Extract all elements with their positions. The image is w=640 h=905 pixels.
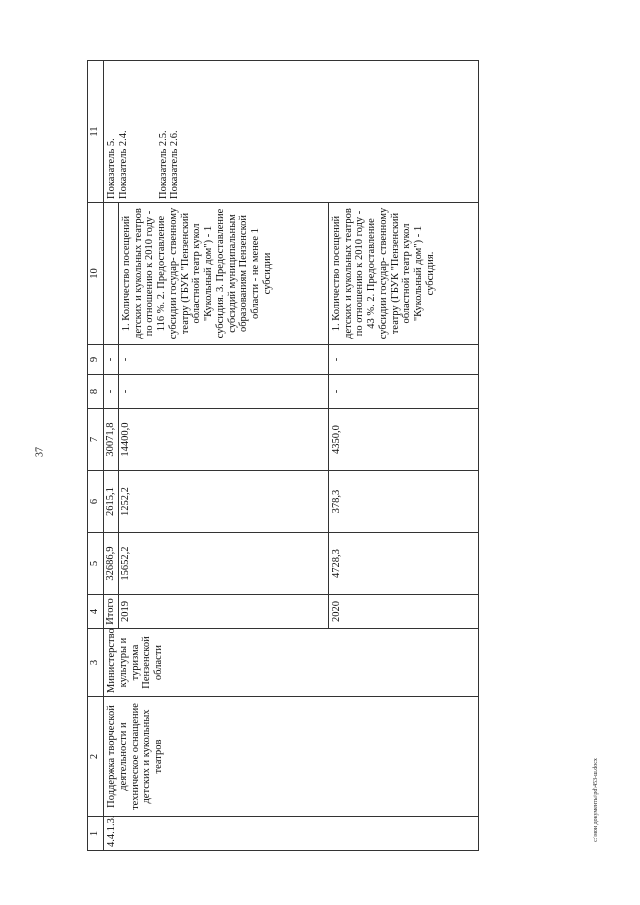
year-2019: 2019	[118, 595, 328, 629]
header-cell-4: 4	[88, 595, 104, 629]
header-cell-9: 9	[88, 345, 104, 375]
header-cell-5: 5	[88, 533, 104, 595]
header-cell-11: 11	[88, 61, 104, 203]
reference-line: Показатель 2.4.	[117, 130, 129, 199]
reference-line: Показатель 2.5.	[157, 130, 169, 199]
reference-line: Показатель 5.	[106, 138, 117, 199]
total-indicator	[104, 203, 119, 345]
2020-col8: -	[328, 375, 478, 409]
2020-col7: 4350,0	[328, 409, 478, 471]
total-col9: -	[104, 345, 119, 375]
2019-col5: 15652,2	[118, 533, 328, 595]
activity-number: 4.4.1.3.	[104, 817, 479, 851]
header-cell-1: 1	[88, 817, 104, 851]
2020-col6: 378,3	[328, 471, 478, 533]
footer-file-path: c:\мои документы\pd\453-ш.docx	[593, 758, 599, 842]
total-col5: 32686,9	[104, 533, 119, 595]
indicator-references	[104, 61, 479, 203]
2019-col9: -	[118, 345, 328, 375]
header-cell-3: 3	[88, 629, 104, 697]
2020-col5: 4728,3	[328, 533, 478, 595]
2019-col8: -	[118, 375, 328, 409]
rotated-table-sheet	[87, 61, 587, 851]
2019-indicator: 1. Количество посещений детских и кукольных театров по отношению к 2010 году - 116 %. 2. Предоставление субсидии государ- ственному театру (ГБУК "Пензенский областной театр кукол "Кукольный дом") - 1 субсидия. 3. Предоставление субсидий муниципальным образованиям Пензенской области - не менее 1 субсидии	[118, 203, 328, 345]
total-col6: 2615,1	[104, 471, 119, 533]
page-number: 37	[34, 447, 46, 457]
header-cell-7: 7	[88, 409, 104, 471]
table-row-total	[104, 61, 119, 851]
2020-indicator: 1. Количество посещений детских и кукольных театров по отношению к 2010 году - 43 %. 2. Предоставление субсидии государ- ственному театру (ГБУК "Пензенский областной театр кукол "Кукольный дом") - 1 субсидия.	[328, 203, 478, 345]
header-cell-2: 2	[88, 697, 104, 817]
2019-col7: 14400,0	[118, 409, 328, 471]
2019-col6: 1252,2	[118, 471, 328, 533]
header-cell-8: 8	[88, 375, 104, 409]
2020-col9: -	[328, 345, 478, 375]
total-col7: 30071,8	[104, 409, 119, 471]
total-col8: -	[104, 375, 119, 409]
header-cell-6: 6	[88, 471, 104, 533]
program-table	[87, 60, 479, 851]
year-2020: 2020	[328, 595, 478, 629]
header-row	[88, 61, 104, 851]
activity-name: Поддержка творческой деятельности и техническое оснащение детских и кукольных театров	[104, 697, 479, 817]
reference-line: Показатель 2.6.	[169, 130, 181, 199]
year-total: Итого	[104, 595, 119, 629]
header-cell-10: 10	[88, 203, 104, 345]
executor: Министерство культуры и туризма Пензенской области	[104, 629, 479, 697]
